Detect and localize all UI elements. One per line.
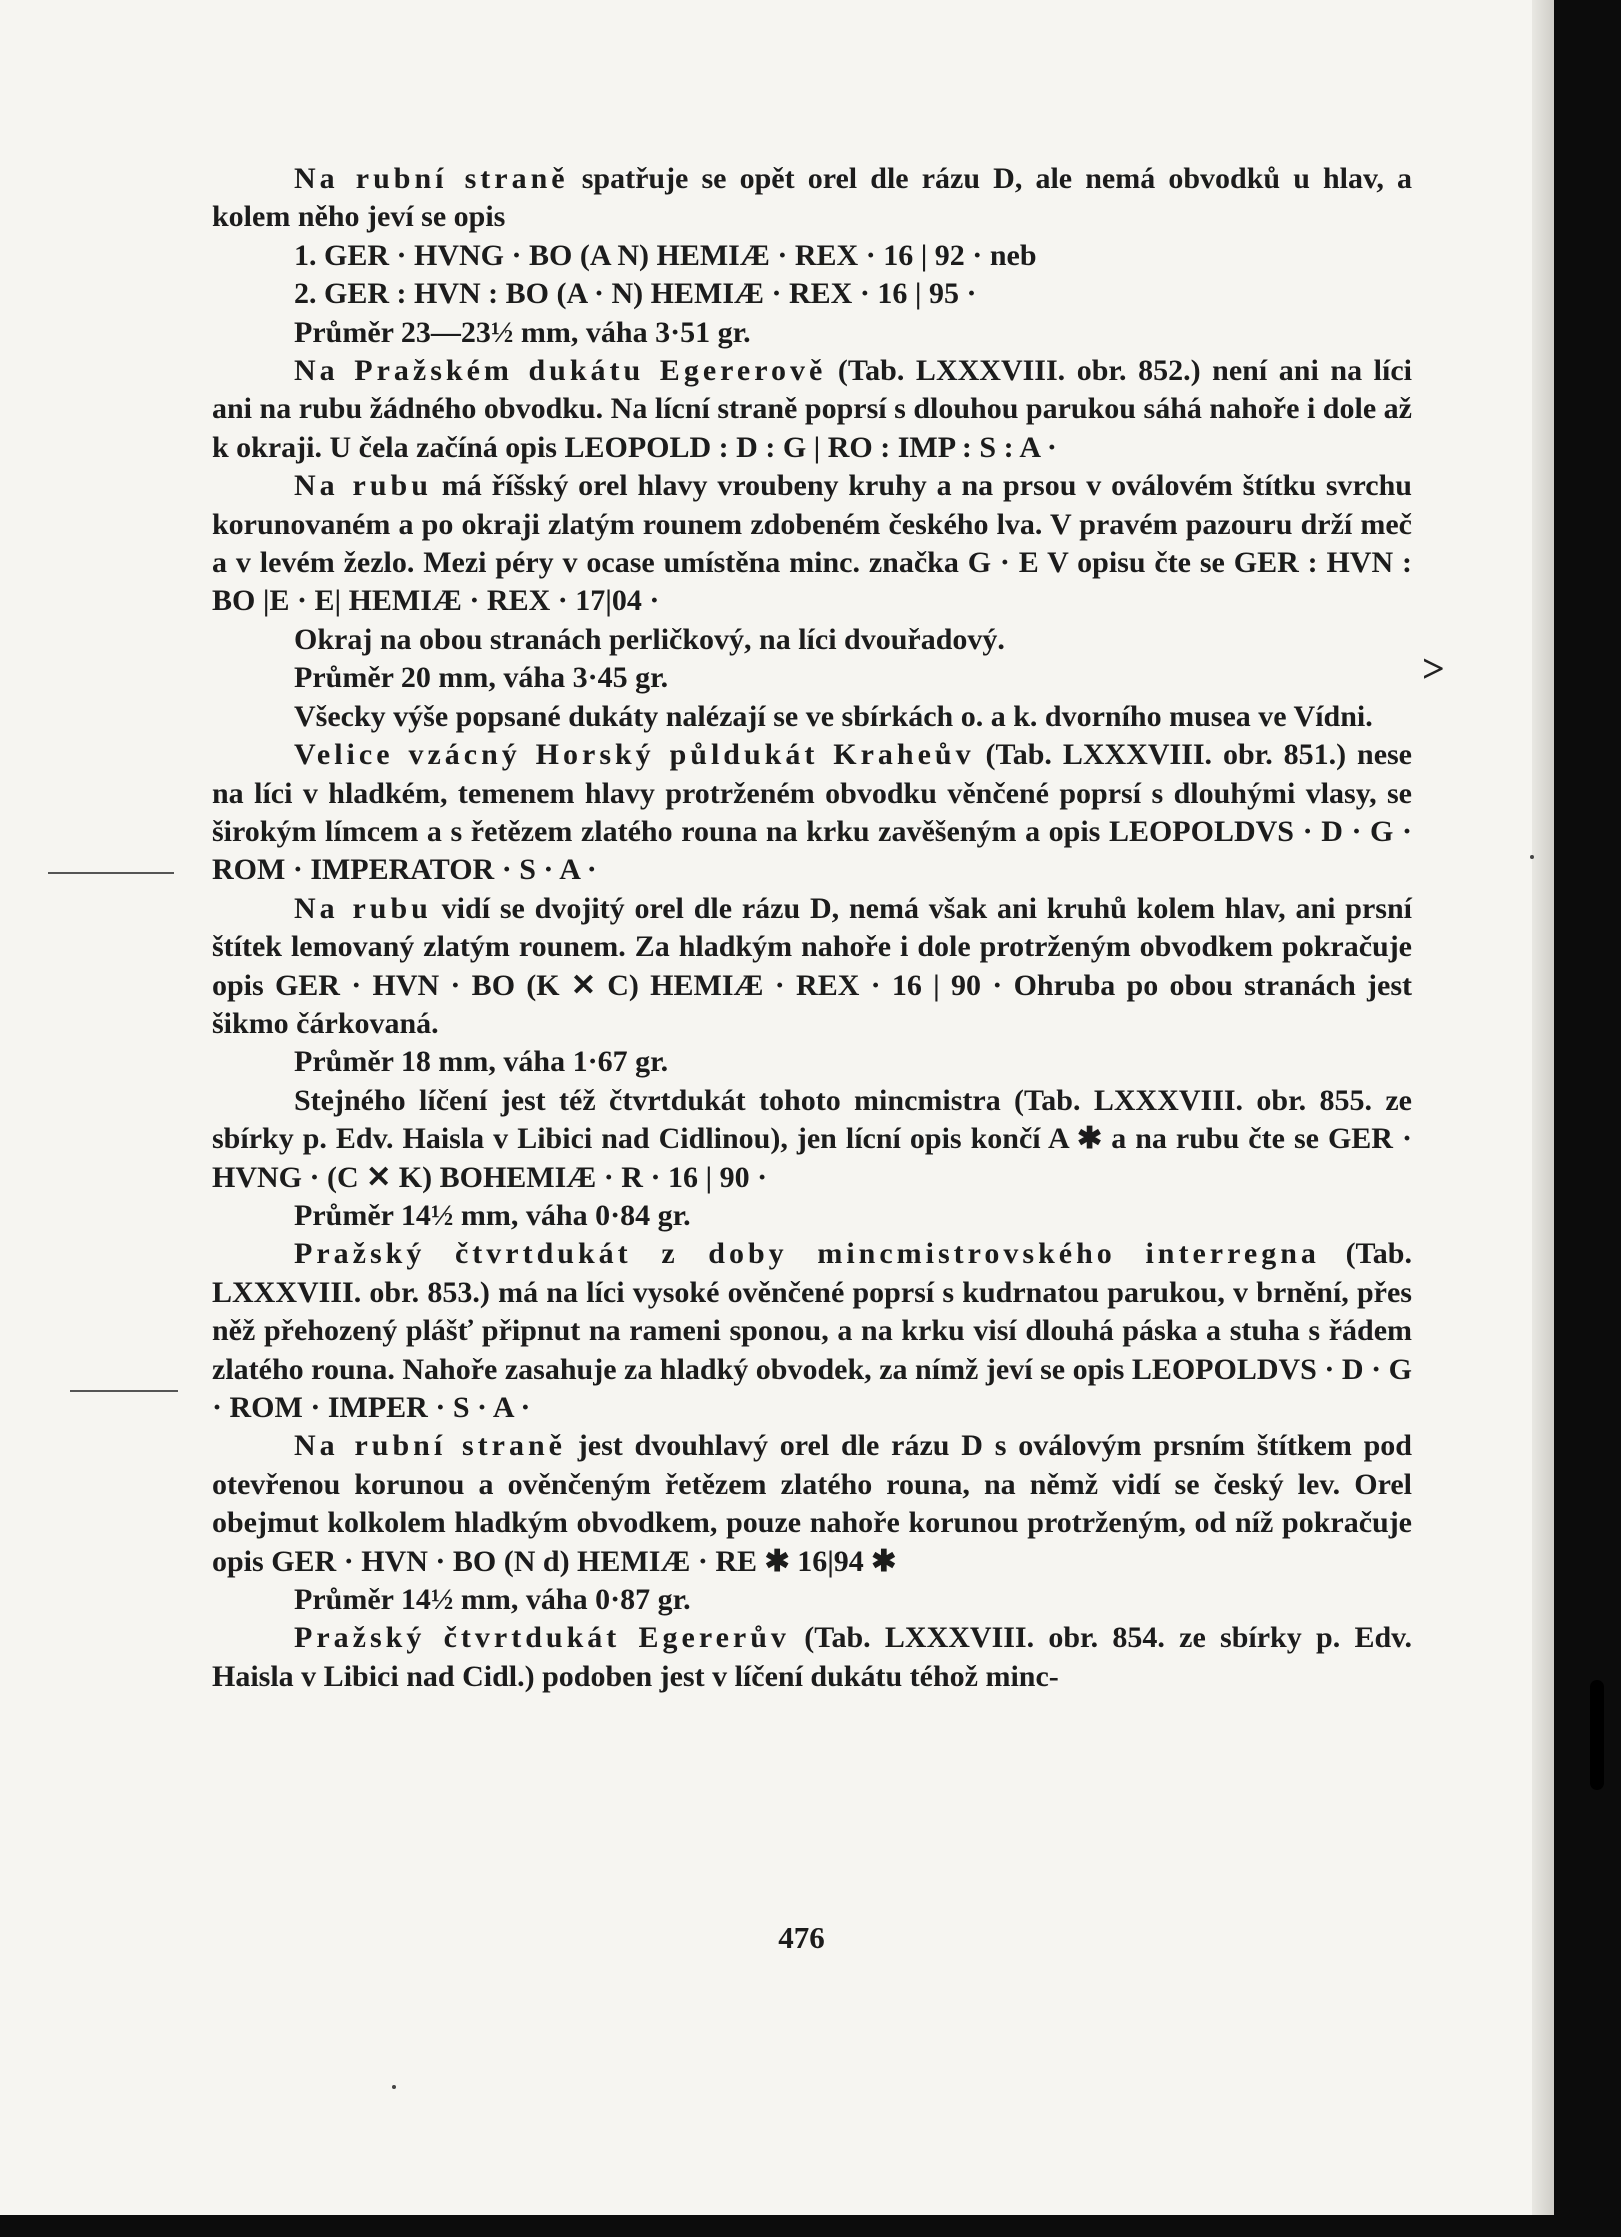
paragraph-text: má říšský orel hlavy vroubeny kruhy a na prsou v oválovém štítku svrchu korunovaném a po okraji zlatým rounem zdobeném českého lva. V pravém pazouru drží meč a v levém žezlo. Mezi péry v ocase umístěna minc. značka G · E V opisu čte se GER : HVN : BO |E · E| HEMIÆ · REX · 17|04 ·	[212, 469, 1412, 618]
paragraph-text: jest dvouhlavý orel dle rázu D s oválovým prsním štítkem pod otevřenou korunou a ověnčeným řetězem zlatého rouna, na němž vidí se český lev. Orel obejmut kolkolem hladkým obvodkem, pouze nahoře korunou protrženým, od níž pokračuje opis GER · HVN · BO (N d) HEMIÆ · RE ✱ 16|94 ✱	[212, 1429, 1412, 1578]
paragraph-lead: Na Pražském dukátu Egererově	[294, 354, 827, 388]
paragraph-lead: Pražský čtvrtdukát Egererův	[294, 1621, 790, 1655]
body-text	[212, 160, 1412, 1696]
page-number	[0, 1920, 1621, 1956]
paragraph	[212, 890, 1412, 1044]
text-line: Průměr 20 mm, váha 3·45 gr.	[294, 661, 669, 695]
paragraph-lead: Na rubní straně	[294, 1429, 566, 1463]
page-edge	[1532, 0, 1554, 2215]
paragraph-text: spatřuje se opět orel dle rázu D, ale nemá obvodků u hlav, a kolem něho jeví se opis	[212, 162, 1412, 234]
scan-border-right	[1554, 0, 1621, 2237]
paragraph-lead: Na rubní straně	[294, 162, 569, 195]
paragraph	[212, 1082, 1412, 1197]
paragraph-lead: Na rubu	[294, 891, 432, 925]
paragraph	[212, 1619, 1412, 1696]
paragraph-text: (Tab. LXXXVIII. obr. 854. ze sbírky p. Edv. Haisla v Libici nad Cidl.) podoben jest v líčení dukátu téhož minc-	[212, 1621, 1413, 1693]
paragraph	[212, 160, 1412, 237]
scan-border-bottom	[0, 2215, 1621, 2237]
paragraph	[212, 736, 1412, 890]
text-line: Průměr 23—23½ mm, váha 3·51 gr.	[294, 315, 751, 349]
text-line: 2. GER : HVN : BO (A · N) HEMIÆ · REX · 16 | 95 ·	[294, 277, 977, 311]
paragraph	[212, 698, 1412, 736]
text-line: Průměr 14½ mm, váha 0·84 gr.	[294, 1198, 691, 1232]
text-line: Průměr 14½ mm, váha 0·87 gr.	[294, 1583, 691, 1617]
paragraph-text: (Tab. LXXXVIII. obr. 851.) nese na líci v hladkém, temenem hlavy protrženém obvodku věnčené poprsí s dlouhými vlasy, se širokým límcem a s řetězem zlatého rouna na krku zavěšeným a opis LEOPOLDVS · D · G · ROM · IMPERATOR · S · A ·	[212, 738, 1413, 887]
paragraph	[212, 1427, 1412, 1581]
text-line: Okraj na obou stranách perličkový, na líci dvouřadový.	[294, 622, 1005, 656]
text-line: 1. GER · HVNG · BO (A N) HEMIÆ · REX · 16 | 92 · neb	[294, 238, 1037, 272]
paragraph	[212, 467, 1412, 621]
paragraph-lead: Pražský čtvrtdukát z doby mincmistrovského interregna	[294, 1237, 1320, 1271]
paragraph-lead: Velice vzácný Horský půldukát Kraheův	[294, 738, 975, 772]
paragraph-text: (Tab. LXXXVIII. obr. 853.) má na líci vysoké ověnčené poprsí s kudrnatou parukou, v brnění, přes něž přehozený plášť připnut na rameni sponou, a na krku visí dlouhá páska a stuha s řádem zlatého rouna. Nahoře zasahuje za hladký obvodek, za nímž jeví se opis LEOPOLDVS · D · G · ROM · IMPER · S · A ·	[212, 1237, 1412, 1424]
speck	[392, 2085, 396, 2089]
margin-arrow-mark: >	[1422, 646, 1445, 691]
text-line: Průměr 18 mm, váha 1·67 gr.	[294, 1045, 669, 1079]
page-number-text: 476	[778, 1920, 825, 1955]
speck	[1530, 855, 1534, 859]
paragraph-text: vidí se dvojitý orel dle rázu D, nemá však ani kruhů kolem hlav, ani prsní štítek lemovaný zlatým rounem. Za hladkým nahoře i dole protrženým obvodkem pokračuje opis GER · HVN · BO (K ✕ C) HEMIÆ · REX · 16 | 90 · Ohruba po obou stranách jest šikmo čárkovaná.	[212, 891, 1412, 1040]
binding-mark	[1590, 1680, 1604, 1790]
paragraph-lead: Na rubu	[294, 469, 432, 503]
paragraph-text: (Tab. LXXXVIII. obr. 852.) není ani na líci ani na rubu žádného obvodku. Na lícní straně poprsí s dlouhou parukou sáhá nahoře i dole až k okraji. U čela začíná opis LEOPOLD : D : G | RO : IMP : S : A ·	[212, 354, 1412, 464]
paragraph	[212, 352, 1412, 467]
paragraph-text: Všecky výše popsané dukáty nalézají se ve sbírkách o. a k. dvorního musea ve Vídni.	[294, 699, 1373, 733]
margin-mark	[70, 1390, 178, 1392]
margin-mark	[48, 872, 174, 874]
paragraph-text: Stejného líčení jest též čtvrtdukát tohoto mincmistra (Tab. LXXXVIII. obr. 855. ze sbírky p. Edv. Haisla v Libici nad Cidlinou), jen lícní opis končí A ✱ a na rubu čte se GER · HVNG · (C ✕ K) BOHEMIÆ · R · 16 | 90 ·	[212, 1083, 1412, 1194]
paragraph	[212, 1235, 1412, 1427]
